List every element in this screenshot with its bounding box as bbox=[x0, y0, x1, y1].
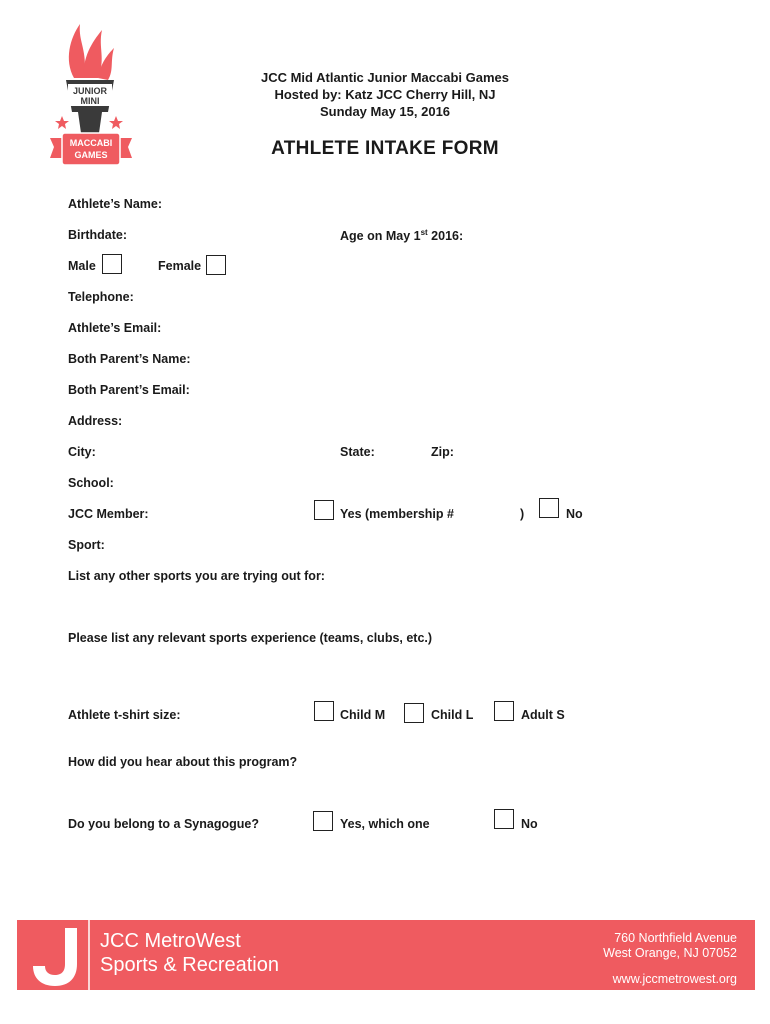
footer-contact bbox=[603, 931, 737, 987]
hear-about-label: How did you hear about this program? bbox=[68, 755, 298, 769]
zip-label: Zip: bbox=[431, 445, 454, 459]
maccabi-games-logo bbox=[44, 20, 139, 185]
athlete-name-label: Athlete’s Name: bbox=[68, 197, 163, 211]
state-label: State: bbox=[340, 445, 375, 459]
header-date: Sunday May 15, 2016 bbox=[319, 104, 451, 119]
parent-email-label: Both Parent’s Email: bbox=[68, 383, 190, 397]
other-sports-label: List any other sports you are trying out for: bbox=[68, 569, 325, 583]
tshirt-label: Athlete t-shirt size: bbox=[68, 708, 181, 722]
footer-org bbox=[100, 929, 279, 977]
synagogue-no-checkbox[interactable] bbox=[494, 809, 514, 829]
jcc-member-yes-checkbox[interactable] bbox=[314, 500, 334, 520]
jcc-member-no-checkbox[interactable] bbox=[539, 498, 559, 518]
logo-banner1: MACCABI bbox=[69, 138, 113, 148]
child-l-label: Child L bbox=[431, 708, 474, 722]
experience-label: Please list any relevant sports experience (teams, clubs, etc.) bbox=[68, 631, 433, 645]
star-icon bbox=[55, 116, 69, 129]
jcc-j-logo-icon bbox=[17, 920, 97, 990]
page-title: ATHLETE INTAKE FORM bbox=[271, 138, 499, 159]
synagogue-yes-checkbox[interactable] bbox=[313, 811, 333, 831]
header-event-name: JCC Mid Atlantic Junior Maccabi Games bbox=[260, 70, 510, 85]
logo-line2: MINI bbox=[80, 96, 100, 106]
birthdate-label: Birthdate: bbox=[68, 228, 128, 242]
jcc-member-yes-label: Yes (membership # bbox=[340, 507, 454, 521]
city-label: City: bbox=[68, 445, 96, 459]
child-m-checkbox[interactable] bbox=[314, 701, 334, 721]
telephone-label: Telephone: bbox=[68, 290, 134, 304]
parent-name-label: Both Parent’s Name: bbox=[68, 352, 191, 366]
adult-s-checkbox[interactable] bbox=[494, 701, 514, 721]
torch-icon bbox=[44, 20, 139, 185]
child-m-label: Child M bbox=[340, 708, 386, 722]
logo-line1: JUNIOR bbox=[72, 86, 108, 96]
synagogue-yes-label: Yes, which one bbox=[340, 817, 430, 831]
athlete-email-label: Athlete’s Email: bbox=[68, 321, 162, 335]
address-label: Address: bbox=[68, 414, 123, 428]
footer-org-line1: JCC MetroWest bbox=[100, 930, 241, 952]
jcc-member-close-paren: ) bbox=[520, 507, 525, 521]
jcc-member-label: JCC Member: bbox=[68, 507, 149, 521]
footer-address1: 760 Northfield Avenue bbox=[614, 931, 737, 945]
female-checkbox[interactable] bbox=[206, 255, 226, 275]
footer-address2: West Orange, NJ 07052 bbox=[603, 946, 737, 960]
synagogue-no-label: No bbox=[521, 817, 538, 831]
jcc-member-no-label: No bbox=[566, 507, 583, 521]
logo-banner2: GAMES bbox=[74, 150, 108, 160]
synagogue-label: Do you belong to a Synagogue? bbox=[68, 817, 259, 831]
male-label: Male bbox=[68, 259, 96, 273]
age-label: Age on May 1st 2016: bbox=[340, 228, 464, 244]
school-label: School: bbox=[68, 476, 114, 490]
footer-org-line2: Sports & Recreation bbox=[100, 954, 279, 976]
footer-website-link[interactable]: www.jccmetrowest.org bbox=[612, 972, 737, 986]
child-l-checkbox[interactable] bbox=[404, 703, 424, 723]
header-host: Hosted by: Katz JCC Cherry Hill, NJ bbox=[274, 87, 496, 102]
adult-s-label: Adult S bbox=[521, 708, 565, 722]
sport-label: Sport: bbox=[68, 538, 105, 552]
male-checkbox[interactable] bbox=[102, 254, 122, 274]
female-label: Female bbox=[158, 259, 202, 273]
star-icon bbox=[109, 116, 123, 129]
